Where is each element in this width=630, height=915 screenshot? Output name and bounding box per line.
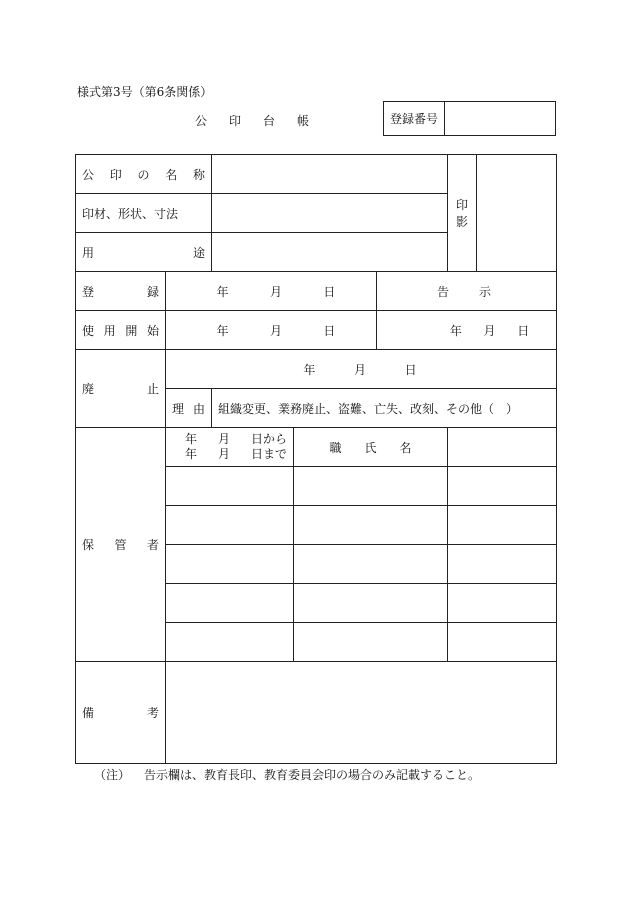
label-char: 管 (114, 538, 127, 552)
keeper-period-header (166, 428, 294, 467)
remarks-field[interactable] (166, 662, 557, 764)
label-char: 氏 (364, 440, 377, 455)
label-char: 用 (103, 323, 116, 338)
label-char: 用 (82, 245, 95, 260)
month-label: 月 (218, 432, 231, 446)
reason-label (166, 389, 212, 428)
footnote (94, 766, 480, 783)
keeper-period-cell[interactable] (166, 506, 294, 545)
keeper-extra-cell[interactable] (448, 467, 557, 506)
label-char: 考 (146, 706, 159, 720)
keeper-period-cell[interactable] (166, 467, 294, 506)
notice-date-field[interactable] (377, 311, 557, 350)
keeper-extra-cell[interactable] (448, 545, 557, 584)
label-char: 理 (172, 401, 185, 416)
label-char: 保 (82, 538, 95, 552)
label-char: 録 (146, 284, 159, 299)
from-suffix: 日から (251, 432, 288, 446)
title-char: 帳 (297, 114, 310, 128)
page-title (195, 112, 331, 129)
label-char: 示 (479, 284, 492, 299)
month-label: 月 (483, 323, 496, 338)
keeper-extra-cell[interactable] (448, 584, 557, 623)
reason-options[interactable]: 組織変更、業務廃止、盗難、亡失、改刻、その他（ ） (212, 389, 557, 428)
material-shape-size-label: 印材、形状、寸法 (76, 194, 212, 233)
year-label: 年 (185, 432, 198, 446)
year-label: 年 (303, 362, 316, 377)
label-char: 由 (193, 401, 206, 416)
keeper-name-cell[interactable] (294, 545, 448, 584)
month-label: 月 (269, 323, 282, 338)
seal-name-label (76, 155, 212, 194)
label-char: 途 (193, 245, 206, 260)
registration-number-box (383, 101, 556, 136)
start-use-date-field[interactable] (166, 311, 377, 350)
month-label: 月 (269, 284, 282, 299)
keeper-name-cell[interactable] (294, 584, 448, 623)
keeper-extra-cell[interactable] (448, 623, 557, 662)
title-char: 印 (229, 114, 242, 128)
day-label: 日 (517, 323, 530, 338)
registration-number-field[interactable] (445, 102, 555, 135)
title-char: 公 (195, 114, 208, 128)
to-suffix: 日まで (251, 447, 288, 461)
label-char: 告 (437, 284, 450, 299)
position-name-header (294, 428, 448, 467)
notice-label (377, 272, 557, 311)
year-label: 年 (216, 323, 229, 338)
form-number: 様式第3号（第6条関係） (77, 85, 213, 99)
keeper-label (76, 428, 166, 662)
keeper-extra-cell[interactable] (448, 506, 557, 545)
seal-impression-field[interactable] (477, 155, 557, 272)
label-char: 名 (165, 167, 178, 182)
label-char: 登 (82, 284, 95, 299)
remarks-label (76, 662, 166, 764)
registration-number-label: 登録番号 (384, 102, 445, 135)
seal-name-field[interactable] (212, 155, 448, 194)
label-char: 止 (146, 382, 159, 396)
label-char: 開 (125, 323, 138, 338)
month-label: 月 (354, 362, 367, 377)
label-char: の (137, 167, 150, 182)
abolition-label (76, 350, 166, 428)
label-char: 職 (329, 440, 342, 455)
abolition-date-field[interactable] (166, 350, 557, 389)
keeper-period-cell[interactable] (166, 545, 294, 584)
month-label: 月 (218, 447, 231, 461)
keeper-period-cell[interactable] (166, 584, 294, 623)
use-label (76, 233, 212, 272)
keeper-extra-header (448, 428, 557, 467)
day-label: 日 (404, 362, 417, 377)
label-char: 印 (456, 198, 469, 212)
day-label: 日 (323, 323, 336, 338)
label-char: 使 (82, 323, 95, 338)
keeper-name-cell[interactable] (294, 506, 448, 545)
label-char: 称 (193, 167, 206, 182)
label-char: 者 (146, 538, 159, 552)
footnote-prefix: （注） (94, 768, 131, 782)
year-label: 年 (185, 447, 198, 461)
label-char: 影 (456, 215, 469, 229)
use-field[interactable] (212, 233, 448, 272)
start-use-label (76, 311, 166, 350)
keeper-name-cell[interactable] (294, 467, 448, 506)
keeper-period-cell[interactable] (166, 623, 294, 662)
material-shape-size-field[interactable] (212, 194, 448, 233)
title-char: 台 (263, 114, 276, 128)
label-char: 始 (146, 323, 159, 338)
seal-ledger-table (75, 154, 557, 764)
footnote-text: 告示欄は、教育長印、教育委員会印の場合のみ記載すること。 (144, 768, 481, 782)
year-label: 年 (449, 323, 462, 338)
label-char: 名 (399, 440, 412, 455)
registration-date-field[interactable] (166, 272, 377, 311)
label-char: 公 (82, 167, 95, 182)
label-char: 備 (82, 706, 95, 720)
year-label: 年 (216, 284, 229, 299)
keeper-name-cell[interactable] (294, 623, 448, 662)
day-label: 日 (323, 284, 336, 299)
label-char: 印 (109, 167, 122, 182)
seal-impression-label (448, 155, 477, 272)
label-char: 廃 (82, 382, 95, 396)
registration-label (76, 272, 166, 311)
